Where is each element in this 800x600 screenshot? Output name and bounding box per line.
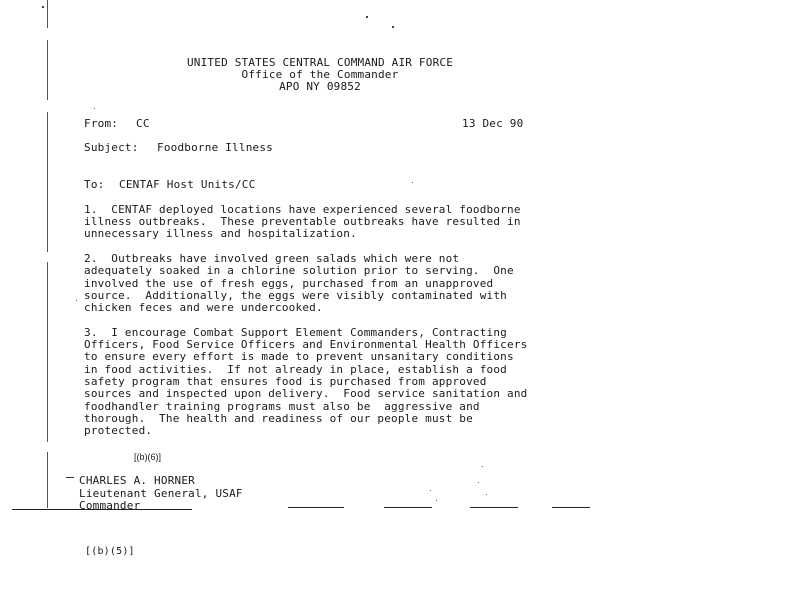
subject-value: Foodborne Illness: [157, 141, 273, 154]
paragraph-2-line-2: adequately soaked in a chlorine solution prior to serving. One: [84, 264, 514, 277]
scan-speck: [76, 300, 77, 301]
scan-speck: [412, 182, 413, 183]
scan-rule: [552, 507, 590, 508]
signature-name: CHARLES A. HORNER: [79, 474, 195, 487]
scan-speck: [482, 466, 483, 467]
scan-speck: [66, 477, 74, 478]
paragraph-1-line-2: illness outbreaks. These preventable outbreaks have resulted in: [84, 215, 521, 228]
scan-margin-line-1: [47, 0, 48, 28]
scan-margin-line-5: [47, 452, 48, 508]
from-label: From:: [84, 117, 119, 130]
signature-rank: Lieutenant General, USAF: [79, 487, 243, 500]
scan-rule: [288, 507, 344, 508]
scan-dot: [392, 26, 394, 28]
paragraph-3-line-7: foodhandler training programs must also be aggressive and: [84, 400, 480, 413]
redaction-bracket-close: ]: [158, 452, 162, 462]
redaction-footer-label: [(b)(5)]: [85, 546, 135, 557]
scan-dot: [42, 6, 44, 8]
letterhead-address: APO NY 09852: [279, 80, 361, 93]
to-value: CENTAF Host Units/CC: [119, 178, 256, 191]
paragraph-1-line-1: 1. CENTAF deployed locations have experienced several foodborne: [84, 203, 521, 216]
scan-rule: [470, 507, 518, 508]
scan-rule: [384, 507, 432, 508]
redaction-signature-box: [134, 452, 161, 462]
scan-speck: [94, 108, 95, 109]
paragraph-2-line-4: source. Additionally, the eggs were visibly contaminated with: [84, 289, 507, 302]
scan-margin-line-2: [47, 40, 48, 100]
scan-speck: [486, 494, 487, 495]
paragraph-2-line-5: chicken feces and were undercooked.: [84, 301, 323, 314]
paragraph-3-line-4: in food activities. If not already in place, establish a food: [84, 363, 507, 376]
scan-speck: [478, 482, 479, 483]
from-value: CC: [136, 117, 150, 130]
paragraph-3-line-2: Officers, Food Service Officers and Environmental Health Officers: [84, 338, 528, 351]
paragraph-2-line-3: involved the use of fresh eggs, purchased from an unapproved: [84, 277, 494, 290]
letterhead-office: Office of the Commander: [241, 68, 399, 81]
redaction-bracket-open: [: [134, 452, 137, 462]
scan-margin-line-4: [47, 262, 48, 442]
signature-title: Commander: [79, 499, 141, 512]
paragraph-3-line-9: protected.: [84, 424, 153, 437]
scan-speck: [436, 500, 437, 501]
paragraph-3-line-5: safety program that ensures food is purchased from approved: [84, 375, 487, 388]
paragraph-3-line-3: to ensure every effort is made to prevent unsanitary conditions: [84, 350, 514, 363]
scan-dot: [366, 16, 368, 18]
letterhead-org: UNITED STATES CENTRAL COMMAND AIR FORCE: [186, 56, 454, 69]
scan-speck: [430, 490, 431, 491]
paragraph-3-line-8: thorough. The health and readiness of our people must be: [84, 412, 473, 425]
paragraph-1-line-3: unnecessary illness and hospitalization.: [84, 227, 357, 240]
memo-date: 13 Dec 90: [462, 117, 524, 130]
paragraph-3-line-6: sources and inspected upon delivery. Food service sanitation and: [84, 387, 528, 400]
redaction-signature-label: (b)(6): [136, 452, 159, 462]
subject-label: Subject:: [84, 141, 139, 154]
scan-margin-line-3: [47, 112, 48, 252]
paragraph-2-line-1: 2. Outbreaks have involved green salads which were not: [84, 252, 460, 265]
paragraph-3-line-1: 3. I encourage Combat Support Element Commanders, Contracting: [84, 326, 507, 339]
to-label: To:: [84, 178, 105, 191]
